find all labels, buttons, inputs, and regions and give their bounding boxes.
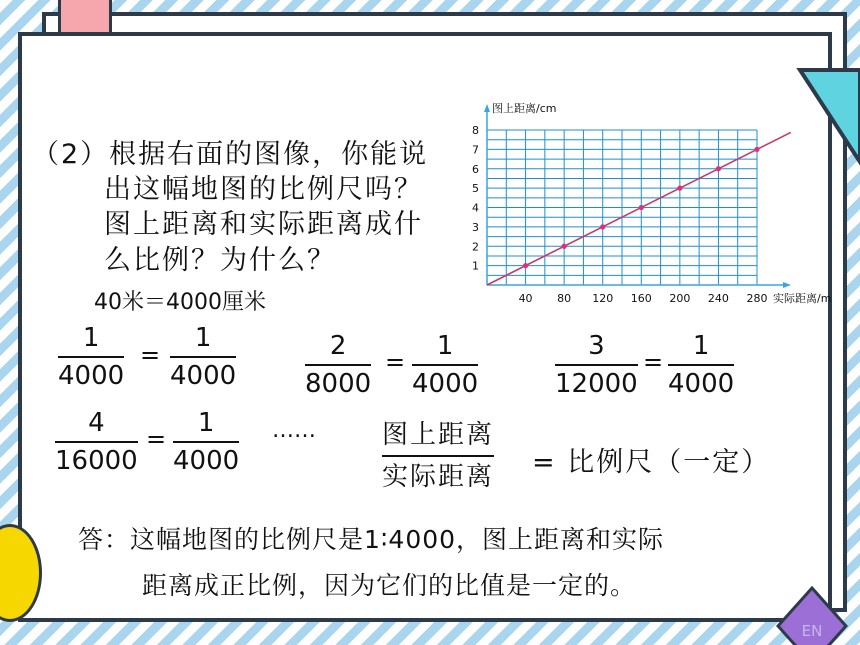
fraction-numerator: 4 <box>88 408 105 438</box>
fraction-2-left <box>305 330 371 400</box>
chart-series <box>487 132 791 285</box>
fraction-numerator: 1 <box>692 331 710 361</box>
y-tick-label: 7 <box>472 143 479 157</box>
fraction-denominator: 16000 <box>55 446 138 476</box>
chart-axes <box>484 104 791 288</box>
purple-diamond-decoration <box>776 586 848 645</box>
data-point <box>562 244 567 249</box>
x-tick-label: 80 <box>557 292 572 305</box>
y-tick-label: 6 <box>472 162 479 176</box>
fraction-bar <box>412 364 478 366</box>
x-axis-arrow <box>783 282 791 288</box>
fraction-3-left <box>555 330 638 400</box>
fraction-bar <box>173 441 239 443</box>
chart-ticks <box>472 124 768 305</box>
question-line-3: 图上距离和实际距离成什 <box>104 209 423 240</box>
y-tick-label: 2 <box>472 240 479 254</box>
fraction-bar <box>55 441 138 443</box>
corner-text: EN <box>801 622 823 640</box>
y-tick-label: 3 <box>472 220 479 234</box>
y-tick-label: 4 <box>472 201 479 215</box>
fraction-4-left <box>55 407 138 477</box>
scale-equation-result: = 比例尺（一定） <box>532 447 771 478</box>
data-point <box>600 224 605 229</box>
fraction-denominator: 4000 <box>58 361 125 391</box>
x-tick-label: 280 <box>746 292 768 305</box>
chart-grid <box>487 130 757 285</box>
fraction-numerator: 2 <box>329 331 347 361</box>
x-tick-label: 200 <box>669 292 691 305</box>
fraction-denominator: 12000 <box>555 369 638 399</box>
question-line-4: 么比例？为什么？ <box>104 245 336 276</box>
word-fraction-denominator: 实际距离 <box>382 462 495 492</box>
fraction-denominator: 4000 <box>668 369 735 399</box>
y-tick-label: 8 <box>472 124 479 137</box>
fraction-1-left <box>58 322 124 392</box>
equals-sign: = <box>385 348 406 376</box>
y-tick-label: 5 <box>472 182 479 196</box>
series-line <box>487 132 791 285</box>
conversion-text: 40米＝4000厘米 <box>94 290 266 315</box>
question-line-2: 出这幅地图的比例尺吗？ <box>104 174 423 205</box>
data-point <box>639 205 644 210</box>
data-point <box>677 186 682 191</box>
line-chart <box>460 95 840 315</box>
fraction-denominator: 4000 <box>412 369 479 399</box>
x-tick-label: 240 <box>707 292 729 305</box>
y-tick-label: 1 <box>472 259 479 273</box>
fraction-bar <box>382 455 494 457</box>
fraction-numerator: 1 <box>82 323 100 353</box>
ellipsis: …… <box>272 418 316 443</box>
fraction-3-right <box>668 330 734 400</box>
fraction-bar <box>668 364 734 366</box>
fraction-numerator: 1 <box>197 408 215 438</box>
equals-sign: = <box>140 341 161 369</box>
x-tick-label: 160 <box>630 292 652 305</box>
word-fraction <box>382 417 494 495</box>
fraction-bar <box>58 356 124 358</box>
data-point <box>523 263 528 268</box>
fraction-1-right <box>170 322 236 392</box>
answer-line-2: 距离成正比例，因为它们的比值是一定的。 <box>142 571 637 600</box>
fraction-numerator: 1 <box>436 331 454 361</box>
fraction-numerator: 1 <box>194 323 212 353</box>
data-point <box>754 147 759 152</box>
data-point <box>716 166 721 171</box>
fraction-4-right <box>173 407 239 477</box>
y-axis-label: 图上距离/cm <box>492 102 557 115</box>
fraction-numerator: 3 <box>588 331 605 361</box>
answer-line-1: 答：这幅地图的比例尺是1∶4000，图上距离和实际 <box>78 525 665 554</box>
fraction-denominator: 4000 <box>170 361 237 391</box>
x-axis-label: 实际距离/m <box>773 292 832 305</box>
question-line-1: （2）根据右面的图像，你能说 <box>32 139 429 170</box>
fraction-bar <box>305 364 371 366</box>
word-fraction-numerator: 图上距离 <box>382 420 495 450</box>
fraction-denominator: 4000 <box>173 446 240 476</box>
fraction-bar <box>555 364 638 366</box>
x-tick-label: 120 <box>592 292 614 305</box>
equals-sign: = <box>146 425 167 453</box>
fraction-bar <box>170 356 236 358</box>
y-axis-arrow <box>484 104 490 112</box>
fraction-denominator: 8000 <box>305 369 372 399</box>
equals-sign: = <box>643 348 664 376</box>
fraction-2-right <box>412 330 478 400</box>
x-tick-label: 40 <box>518 292 533 305</box>
